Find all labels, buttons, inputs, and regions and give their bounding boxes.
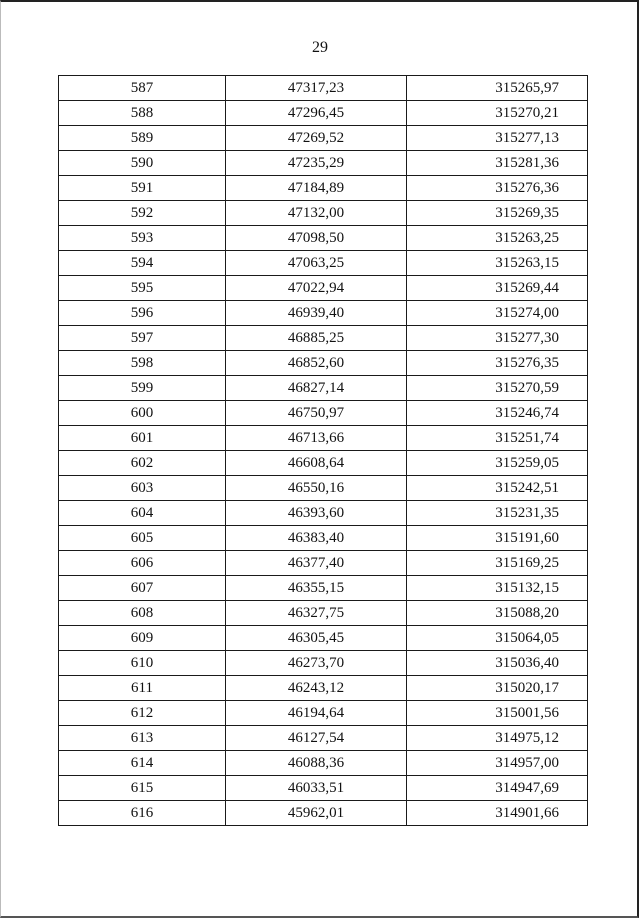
point-number-cell: 599 [59,376,226,401]
table-row [59,401,588,426]
table-row [59,101,588,126]
page-number: 29 [312,39,328,56]
x-coordinate-cell: 46377,40 [226,551,407,576]
table-row [59,576,588,601]
y-coordinate-cell: 315277,13 [407,126,588,151]
x-coordinate-cell: 46355,15 [226,576,407,601]
point-number-cell: 592 [59,201,226,226]
x-coordinate-cell: 47184,89 [226,176,407,201]
table-row [59,301,588,326]
y-coordinate-cell: 315270,21 [407,101,588,126]
point-number-cell: 598 [59,351,226,376]
table-row [59,351,588,376]
x-coordinate-cell: 46088,36 [226,751,407,776]
table-row [59,151,588,176]
point-number-cell: 593 [59,226,226,251]
x-coordinate-cell: 46305,45 [226,626,407,651]
y-coordinate-cell: 314975,12 [407,726,588,751]
x-coordinate-cell: 45962,01 [226,801,407,826]
x-coordinate-cell: 46885,25 [226,326,407,351]
point-number-cell: 594 [59,251,226,276]
x-coordinate-cell: 47063,25 [226,251,407,276]
table-row [59,726,588,751]
y-coordinate-cell: 315269,44 [407,276,588,301]
point-number-cell: 596 [59,301,226,326]
y-coordinate-cell: 315270,59 [407,376,588,401]
point-number-cell: 607 [59,576,226,601]
table-row [59,476,588,501]
y-coordinate-cell: 314901,66 [407,801,588,826]
x-coordinate-cell: 46127,54 [226,726,407,751]
point-number-cell: 615 [59,776,226,801]
table-row [59,251,588,276]
y-coordinate-cell: 315231,35 [407,501,588,526]
table-row [59,126,588,151]
y-coordinate-cell: 315274,00 [407,301,588,326]
point-number-cell: 595 [59,276,226,301]
x-coordinate-cell: 46550,16 [226,476,407,501]
coordinates-table [58,75,588,826]
point-number-cell: 608 [59,601,226,626]
point-number-cell: 606 [59,551,226,576]
table-row [59,176,588,201]
table-row [59,776,588,801]
point-number-cell: 603 [59,476,226,501]
table-row [59,426,588,451]
table-row [59,551,588,576]
table-row [59,601,588,626]
coordinates-table-body [59,76,588,826]
table-row [59,376,588,401]
y-coordinate-cell: 315265,97 [407,76,588,101]
table-row [59,526,588,551]
table-row [59,326,588,351]
y-coordinate-cell: 315269,35 [407,201,588,226]
table-row [59,751,588,776]
x-coordinate-cell: 46827,14 [226,376,407,401]
point-number-cell: 611 [59,676,226,701]
y-coordinate-cell: 315036,40 [407,651,588,676]
table-row [59,801,588,826]
point-number-cell: 613 [59,726,226,751]
x-coordinate-cell: 46194,64 [226,701,407,726]
x-coordinate-cell: 47317,23 [226,76,407,101]
x-coordinate-cell: 46393,60 [226,501,407,526]
y-coordinate-cell: 314947,69 [407,776,588,801]
y-coordinate-cell: 315277,30 [407,326,588,351]
table-row [59,701,588,726]
point-number-cell: 597 [59,326,226,351]
x-coordinate-cell: 46713,66 [226,426,407,451]
table-row [59,451,588,476]
y-coordinate-cell: 315191,60 [407,526,588,551]
table-row [59,501,588,526]
y-coordinate-cell: 315064,05 [407,626,588,651]
x-coordinate-cell: 46243,12 [226,676,407,701]
y-coordinate-cell: 314957,00 [407,751,588,776]
point-number-cell: 590 [59,151,226,176]
point-number-cell: 591 [59,176,226,201]
table-row [59,226,588,251]
point-number-cell: 589 [59,126,226,151]
y-coordinate-cell: 315276,35 [407,351,588,376]
point-number-cell: 604 [59,501,226,526]
y-coordinate-cell: 315132,15 [407,576,588,601]
x-coordinate-cell: 46383,40 [226,526,407,551]
y-coordinate-cell: 315246,74 [407,401,588,426]
point-number-cell: 610 [59,651,226,676]
x-coordinate-cell: 46939,40 [226,301,407,326]
y-coordinate-cell: 315020,17 [407,676,588,701]
x-coordinate-cell: 47296,45 [226,101,407,126]
table-row [59,76,588,101]
table-row [59,201,588,226]
y-coordinate-cell: 315088,20 [407,601,588,626]
point-number-cell: 616 [59,801,226,826]
point-number-cell: 605 [59,526,226,551]
x-coordinate-cell: 47132,00 [226,201,407,226]
y-coordinate-cell: 315242,51 [407,476,588,501]
x-coordinate-cell: 46608,64 [226,451,407,476]
point-number-cell: 614 [59,751,226,776]
point-number-cell: 601 [59,426,226,451]
x-coordinate-cell: 47269,52 [226,126,407,151]
x-coordinate-cell: 46852,60 [226,351,407,376]
y-coordinate-cell: 315259,05 [407,451,588,476]
table-row [59,276,588,301]
x-coordinate-cell: 47235,29 [226,151,407,176]
y-coordinate-cell: 315251,74 [407,426,588,451]
y-coordinate-cell: 315001,56 [407,701,588,726]
y-coordinate-cell: 315263,15 [407,251,588,276]
y-coordinate-cell: 315263,25 [407,226,588,251]
x-coordinate-cell: 46750,97 [226,401,407,426]
x-coordinate-cell: 47022,94 [226,276,407,301]
y-coordinate-cell: 315276,36 [407,176,588,201]
point-number-cell: 588 [59,101,226,126]
y-coordinate-cell: 315281,36 [407,151,588,176]
y-coordinate-cell: 315169,25 [407,551,588,576]
x-coordinate-cell: 47098,50 [226,226,407,251]
table-row [59,676,588,701]
x-coordinate-cell: 46273,70 [226,651,407,676]
point-number-cell: 602 [59,451,226,476]
point-number-cell: 587 [59,76,226,101]
point-number-cell: 612 [59,701,226,726]
x-coordinate-cell: 46327,75 [226,601,407,626]
point-number-cell: 609 [59,626,226,651]
table-row [59,651,588,676]
x-coordinate-cell: 46033,51 [226,776,407,801]
point-number-cell: 600 [59,401,226,426]
table-row [59,626,588,651]
